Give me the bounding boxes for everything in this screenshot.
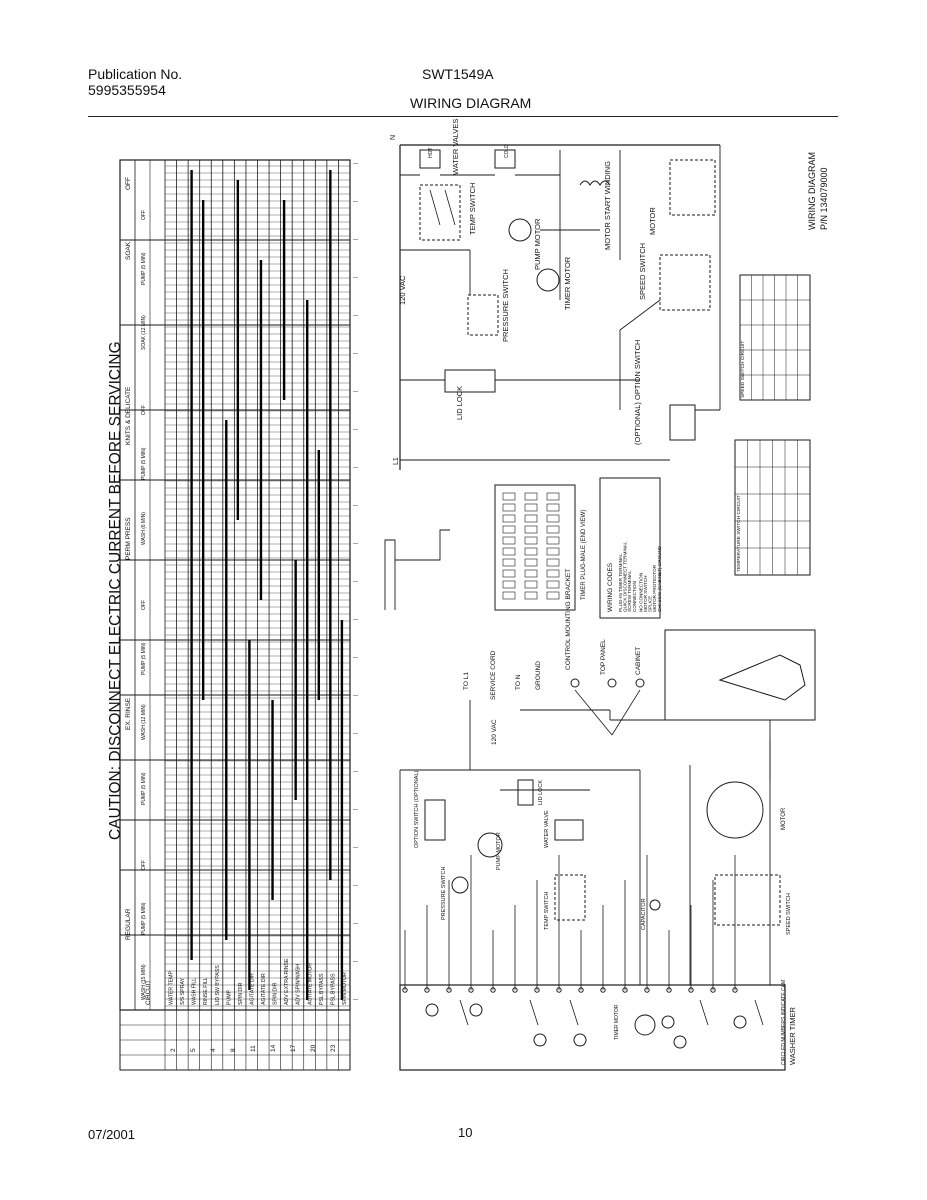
phase-label: WASH (12 MIN): [141, 704, 147, 740]
tick-mark: —: [353, 655, 358, 661]
phase-label: WASH (6 MIN): [141, 512, 147, 545]
timer-motor-label: TIMER MOTOR: [614, 1004, 620, 1040]
timer-motor-label: TIMER MOTOR: [563, 256, 572, 310]
plug-terminal: [503, 537, 515, 544]
option-switch-box: [670, 405, 695, 440]
to-l1-label: TO L1: [463, 672, 470, 690]
lid-lock-label: LID LOCK: [538, 779, 544, 805]
cam-circle: [674, 1036, 686, 1048]
plug-terminal: [525, 526, 537, 533]
temp-switch-label: TEMP SWITCH: [544, 891, 550, 930]
wiring-code-item: QUICK DISCONNECT TERMINAL: [622, 541, 628, 612]
plug-terminal: [547, 592, 559, 599]
tick-mark: —: [353, 503, 358, 509]
publication-number: 5995355954: [88, 82, 166, 98]
speed-table-title: SPEED SWITCH CIRCUIT: [741, 340, 746, 398]
cabinet-label: CABINET: [635, 646, 642, 675]
circuit-header: CIRCUIT: [145, 979, 152, 1005]
tick-mark: —: [353, 427, 358, 433]
plug-terminal: [525, 493, 537, 500]
tick-mark: —: [353, 959, 358, 965]
control-bracket-label: CONTROL MOUNTING BRACKET: [565, 568, 572, 670]
publication-label: Publication No.: [88, 66, 183, 82]
ground-screw: [636, 679, 644, 687]
speed-switch-label: SPEED SWITCH: [786, 893, 792, 935]
pressure-switch-box: [468, 295, 498, 335]
ladder-schematic: [385, 119, 829, 618]
circled-numbers-note: CIRCLED NUMBERS INDICATE CAM: [781, 979, 787, 1065]
capacitor-symbol: [650, 900, 660, 910]
pressure-switch-label: PRESSURE SWITCH: [441, 866, 447, 920]
tick-mark: —: [353, 807, 358, 813]
plug-terminal: [503, 526, 515, 533]
wiring-code-item: MOTOR PROTECTOR: [652, 564, 658, 612]
wiring-code-item: CHASSIS (CABINET) GROUND: [656, 545, 662, 612]
plug-terminal: [503, 548, 515, 555]
tick-mark: —: [353, 199, 358, 205]
switch-blade: [430, 190, 440, 225]
pump-motor-label: PUMP MOTOR: [533, 218, 542, 270]
timer-switch-blade: [460, 1000, 468, 1025]
timer-sequence-chart: [107, 160, 358, 1070]
terminal-number: 23: [330, 1044, 337, 1052]
timer-switch-blade: [570, 1000, 578, 1025]
ground-wire: [612, 690, 640, 735]
plug-terminal: [547, 559, 559, 566]
capacitor-label: CAPACITOR: [641, 898, 647, 930]
circuit-label: ADV EXTRA RINSE: [284, 958, 291, 1005]
ground-wire: [575, 690, 612, 735]
circuit-label: SPIN DIR: [272, 982, 279, 1005]
cycle-label: PERM PRESS: [125, 517, 132, 560]
tick-mark: —: [353, 731, 358, 737]
wiring-code-item: SCREW TERMINAL: [627, 570, 633, 612]
plug-terminal: [525, 537, 537, 544]
circuit-label: S/S SPRAY: [180, 977, 187, 1005]
wiring-code-item: CONNECTION: [631, 581, 637, 612]
schematic-title: WIRING DIAGRAM: [807, 152, 817, 230]
cold-label: COLD: [504, 144, 510, 158]
motor-label: MOTOR: [781, 807, 787, 830]
tick-mark: —: [353, 997, 358, 1003]
motor-start-winding-label: MOTOR START WINDING: [603, 160, 612, 250]
tick-mark: —: [353, 237, 358, 243]
rail-n-label: N: [390, 134, 397, 140]
cam-circle: [574, 1034, 586, 1046]
cam-circle: [662, 1016, 674, 1028]
cycle-label: EX. RINSE: [125, 697, 132, 730]
circuit-label: RINSE FILL: [203, 977, 210, 1005]
cam-circle: [734, 1016, 746, 1028]
top-panel-label: TOP PANEL: [600, 639, 607, 675]
timer-motor-symbol: [537, 269, 559, 291]
cam-circle: [426, 1004, 438, 1016]
timer-switch-blade: [530, 1000, 538, 1025]
timer-switch-blade: [755, 1000, 763, 1025]
phase-label: PUMP (5 MIN): [141, 252, 147, 285]
schematic-wire: [620, 300, 660, 330]
circuit-label: AGITATE MOTOR: [307, 962, 314, 1005]
tick-mark: —: [353, 389, 358, 395]
vac-label: 120 VAC: [398, 275, 407, 305]
vac-label: 120 VAC: [491, 719, 498, 745]
water-valves-label: WATER VALVES: [451, 118, 460, 175]
terminal-number: 20: [310, 1044, 317, 1052]
service-cord-label: SERVICE CORD: [490, 650, 497, 700]
option-switch: [425, 800, 445, 840]
wiring-codes-title: WIRING CODES: [607, 562, 614, 612]
terminal-number: 2: [170, 1048, 177, 1052]
timer-switch-blade: [700, 1000, 708, 1025]
plug-terminal: [525, 559, 537, 566]
plug-terminal: [547, 537, 559, 544]
wiring-code-item: SPLICE: [647, 595, 653, 612]
plug-terminal: [503, 504, 515, 511]
phase-label: WASH (15 MIN): [141, 964, 147, 1000]
switch-blade: [445, 190, 455, 225]
timer-plug-label: TIMER PLUG-MALE (END VIEW): [581, 509, 587, 600]
part-number: P/N 134079000: [819, 167, 829, 230]
plug-terminal: [547, 526, 559, 533]
circuit-label: SPIN DIR: [237, 982, 244, 1005]
phase-label: PUMP (5 MIN): [141, 902, 147, 935]
wiring-code-item: MOTOR SWITCH: [643, 575, 648, 612]
cycle-label: KNITS & DELICATE: [125, 386, 132, 445]
tick-mark: —: [353, 351, 358, 357]
hot-label: HOT: [428, 147, 434, 158]
circuit-label: AGITATE DIR: [261, 973, 268, 1005]
phase-label: OFF: [141, 860, 147, 870]
plug-terminal: [547, 493, 559, 500]
ground-screw: [608, 679, 616, 687]
tick-mark: —: [353, 161, 358, 167]
terminal-number: 5: [190, 1048, 197, 1052]
phase-label: SOAK (12 MIN): [141, 315, 147, 350]
service-cord-detail: [665, 630, 815, 720]
phase-label: OFF: [141, 405, 147, 415]
water-valve-symbol: [555, 820, 583, 840]
plug-terminal: [525, 570, 537, 577]
plug-terminal: [503, 493, 515, 500]
lid-lock-symbol: [518, 780, 533, 805]
terminal-number: 8: [230, 1048, 237, 1052]
wiring-code-item: NO CONNECTION: [638, 572, 644, 612]
circuit-label: PSL BYPASS: [318, 973, 325, 1005]
cam-circle: [470, 1004, 482, 1016]
water-valve-label: WATER VALVE: [544, 810, 550, 848]
page-number: 10: [458, 1125, 473, 1140]
pulse-graphic: [385, 530, 450, 610]
temp-switch-symbol: [555, 875, 585, 920]
phase-label: PUMP (5 MIN): [141, 642, 147, 675]
motor-symbol: [707, 782, 763, 838]
tick-mark: —: [353, 845, 358, 851]
washer-timer-block: [400, 985, 785, 1070]
option-switch-label: (OPTIONAL) OPTION SWITCH: [633, 339, 642, 445]
tick-mark: —: [353, 465, 358, 471]
tick-mark: —: [353, 693, 358, 699]
speed-switch-box: [660, 255, 710, 310]
lid-lock-box: [445, 370, 495, 392]
cycle-label: SOAK: [125, 241, 132, 260]
model-number: SWT1549A: [422, 66, 494, 82]
terminal-number: 4: [210, 1048, 217, 1052]
cycle-label: REGULAR: [125, 908, 132, 940]
temp-table-title: TEMPERATURE SWITCH CIRCUIT: [737, 495, 742, 572]
tick-mark: —: [353, 921, 358, 927]
plug-terminal: [547, 548, 559, 555]
circuit-label: ADV SPIN/WASH: [295, 963, 302, 1005]
tick-mark: —: [353, 541, 358, 547]
plug-terminal: [547, 504, 559, 511]
motor-label: MOTOR: [648, 207, 657, 235]
speed-switch-label: SPEED SWITCH: [638, 242, 647, 300]
tick-mark: —: [353, 883, 358, 889]
ground-label: GROUND: [535, 661, 542, 690]
temp-switch-box: [420, 185, 460, 240]
phase-label: OFF: [141, 600, 147, 610]
phase-label: PUMP (5 MIN): [141, 447, 147, 480]
terminal-number: 14: [270, 1044, 277, 1052]
plug-terminal: [547, 570, 559, 577]
circuit-label: WATER TEMP: [168, 971, 175, 1005]
speed-switch-table: [740, 275, 810, 400]
section-title: WIRING DIAGRAM: [410, 95, 532, 111]
rail-l1-label: L1: [393, 457, 400, 465]
circuit-label: WASH FILL: [191, 977, 198, 1005]
cycle-label: OFF: [125, 177, 132, 190]
pressure-switch-symbol: [452, 877, 468, 893]
plug-terminal: [547, 581, 559, 588]
pressure-switch-label: PRESSURE SWITCH: [501, 269, 510, 342]
phase-label: OFF: [141, 210, 147, 220]
phase-label: PUMP (5 MIN): [141, 772, 147, 805]
plug-terminal: [525, 581, 537, 588]
terminal-number: 11: [250, 1045, 257, 1052]
tick-mark: —: [353, 313, 358, 319]
terminal-number: 17: [290, 1044, 297, 1052]
plug-terminal: [525, 592, 537, 599]
plug-terminal: [503, 592, 515, 599]
pump-motor-symbol: [509, 219, 531, 241]
temp-switch-label: TEMP SWITCH: [468, 182, 477, 235]
caution-text: CAUTION: DISCONNECT ELECTRIC CURRENT BEFORE SERVICING: [107, 341, 124, 840]
plug-terminal: [525, 548, 537, 555]
to-n-label: TO N: [515, 674, 522, 690]
lid-lock-label: LID LOCK: [455, 385, 464, 420]
plug-terminal: [547, 515, 559, 522]
tick-mark: —: [353, 617, 358, 623]
cam-circle: [534, 1034, 546, 1046]
circuit-label: PSL BYPASS: [330, 973, 337, 1005]
plug-terminal: [503, 570, 515, 577]
pump-motor-label: PUMP MOTOR: [496, 832, 502, 870]
motor-box: [670, 160, 715, 215]
ground-screw: [571, 679, 579, 687]
plug-terminal: [525, 515, 537, 522]
plug-terminal: [503, 559, 515, 566]
circuit-label: AGITATE DIR: [249, 973, 256, 1005]
wiring-harness: [400, 569, 815, 1070]
circuit-label: LID SW BYPASS: [214, 965, 221, 1005]
circuit-label: SPIN MOTOR: [341, 972, 348, 1005]
cord-plug: [720, 655, 805, 700]
wiring-code-item: PLUG-IN TIMER TERMINAL: [618, 553, 623, 612]
plug-terminal: [525, 504, 537, 511]
tick-mark: —: [353, 275, 358, 281]
washer-timer-label: WASHER TIMER: [788, 1007, 797, 1065]
option-switch-label: OPTION SWITCH (OPTIONAL): [414, 770, 420, 848]
circuit-label: PUMP: [226, 990, 233, 1005]
footer-date: 07/2001: [88, 1127, 135, 1142]
plug-terminal: [503, 515, 515, 522]
tick-mark: —: [353, 769, 358, 775]
timer-motor-circle: [635, 1015, 655, 1035]
tick-mark: —: [353, 579, 358, 585]
plug-terminal: [503, 581, 515, 588]
